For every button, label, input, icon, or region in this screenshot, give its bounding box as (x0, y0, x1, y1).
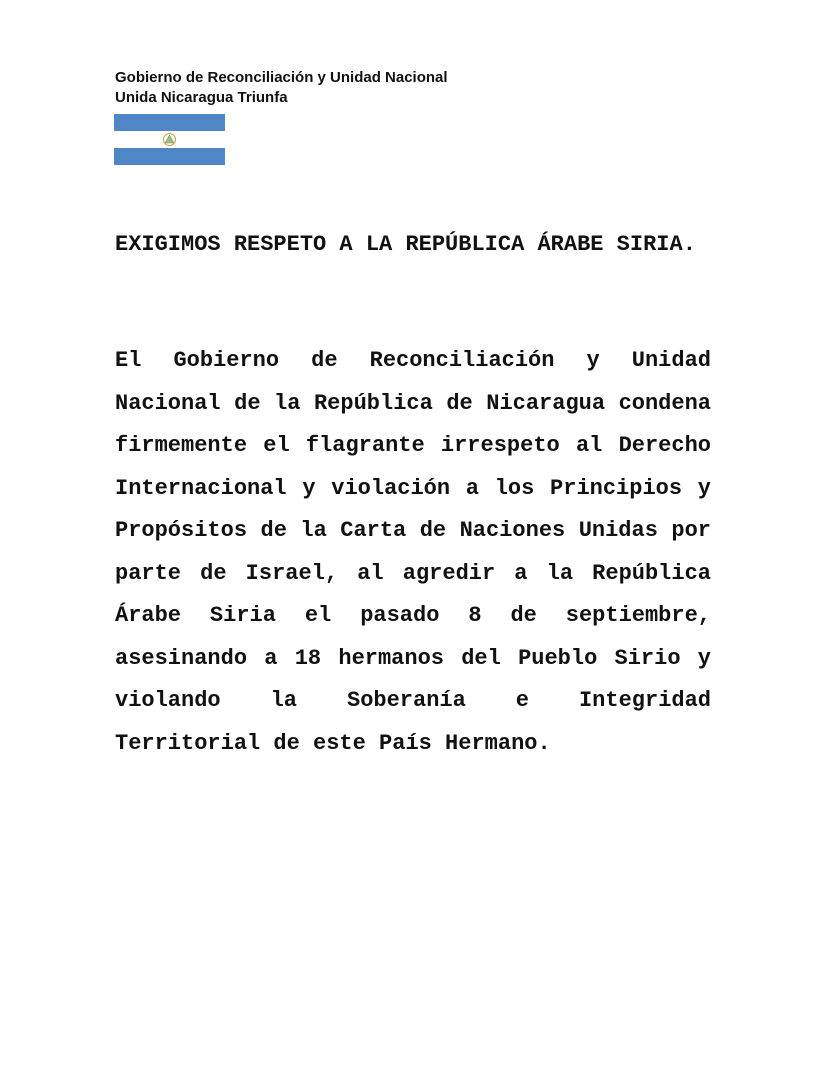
nicaragua-flag-icon (114, 114, 225, 165)
letterhead-slogan: Unida Nicaragua Triunfa (115, 89, 288, 106)
flag-top-stripe (114, 114, 225, 131)
letterhead (115, 68, 448, 108)
document-body: El Gobierno de Reconciliación y Unidad Nacional de la República de Nicaragua condena firmemente el flagrante irrespeto al Derecho Internacional y violación a los Principios y Propósitos de la Carta de Naciones Unidas por parte de Israel, al agredir a la República Árabe Siria el pasado 8 de septiembre, asesinando a 18 hermanos del Pueblo Sirio y violando la Soberanía e Integridad Territorial de este País Hermano. (115, 348, 711, 756)
flag-bottom-stripe (114, 148, 225, 165)
document-title: EXIGIMOS RESPETO A LA REPÚBLICA ÁRABE SIRIA. (115, 232, 696, 257)
letterhead-government-name: Gobierno de Reconciliación y Unidad Nacional (115, 69, 448, 86)
